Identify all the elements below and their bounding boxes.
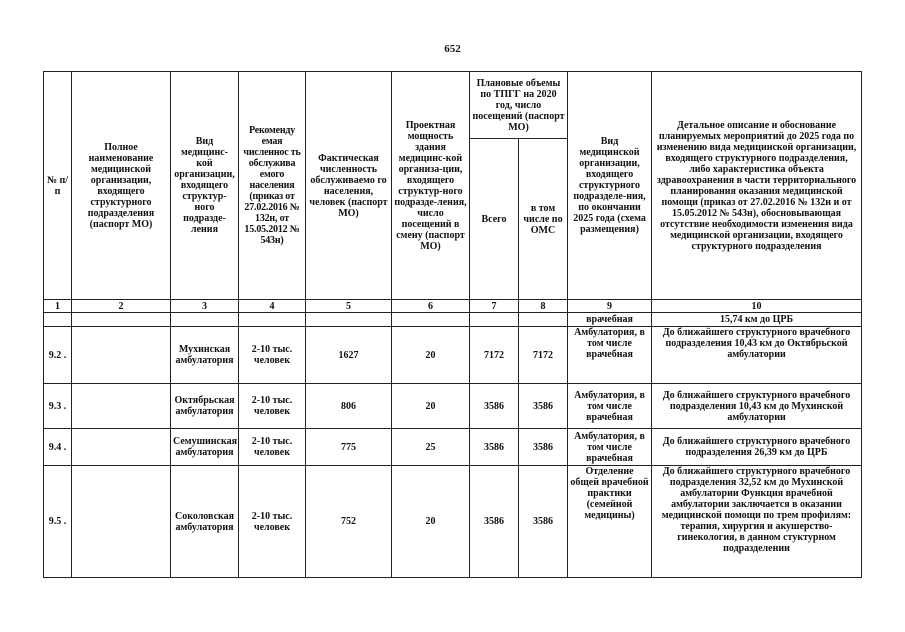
row-oms-visits: 3586: [519, 466, 568, 578]
header-total: Всего: [470, 139, 519, 300]
header-row: [44, 72, 862, 139]
row-total-visits: 3586: [470, 384, 519, 429]
header-actual-population: Фактическая численность обслуживаемо го населения, человек (паспорт МО): [306, 72, 392, 300]
row-design-capacity: 20: [392, 327, 470, 384]
row-type-2025: Амбулатория, в том числе врачебная: [568, 327, 652, 384]
row-description: До ближайшего структурного врачебного подразделения 32,52 км до Мухинской амбулатории Функция врачебной амбулатории заключается в оказании медицинской помощи по трем профилям: терапия, хирургия и акушерство-гинекология, в данном стуктурном подразделении: [652, 466, 862, 578]
header-full-name: Полное наименование медицинской организации, входящего структурного подразделения (паспорт МО): [72, 72, 171, 300]
table-row: [44, 466, 862, 578]
page-number: 652: [444, 43, 461, 55]
column-number: 2: [72, 300, 171, 313]
header-recommended-population: Рекоменду емая численнос ть обслужива емого населения (приказ от 27.02.2016 № 132н, от 15.05.2012 № 543н): [239, 72, 306, 300]
row-number: 9.5 .: [44, 466, 72, 578]
continuation-description: 15,74 км до ЦРБ: [652, 313, 862, 327]
column-number: 8: [519, 300, 568, 313]
row-number: 9.4 .: [44, 429, 72, 466]
row-recommended-population: 2-10 тыс. человек: [239, 466, 306, 578]
table-row: [44, 429, 862, 466]
row-type-2025: Отделение общей врачебной практики (семейной медицины): [568, 466, 652, 578]
row-total-visits: 7172: [470, 327, 519, 384]
header-oms: в том числе по ОМС: [519, 139, 568, 300]
header-org-type: Вид медицинс-кой организации, входящего структур-ного подразде-ления: [171, 72, 239, 300]
row-actual-population: 775: [306, 429, 392, 466]
row-type-2025: Амбулатория, в том числе врачебная: [568, 429, 652, 466]
row-org-type: Соколовская амбулатория: [171, 466, 239, 578]
row-oms-visits: 3586: [519, 429, 568, 466]
row-recommended-population: 2-10 тыс. человек: [239, 327, 306, 384]
row-actual-population: 1627: [306, 327, 392, 384]
header-num: № п/п: [44, 72, 72, 300]
table-row: [44, 384, 862, 429]
row-total-visits: 3586: [470, 429, 519, 466]
row-full-name: [72, 466, 171, 578]
row-org-type: Октябрьская амбулатория: [171, 384, 239, 429]
row-number: 9.2 .: [44, 327, 72, 384]
row-oms-visits: 7172: [519, 327, 568, 384]
continuation-type: врачебная: [568, 313, 652, 327]
row-full-name: [72, 327, 171, 384]
row-total-visits: 3586: [470, 466, 519, 578]
column-number: 9: [568, 300, 652, 313]
header-design-capacity: Проектная мощность здания медицинс-кой организа-ции, входящего структур-ного подразде-ления, число посещений в смену (паспорт МО): [392, 72, 470, 300]
row-description: До ближайшего структурного врачебного подразделения 26,39 км до ЦРБ: [652, 429, 862, 466]
row-design-capacity: 20: [392, 384, 470, 429]
facility-table: [43, 71, 862, 578]
row-description: До ближайшего структурного врачебного подразделения 10,43 км до Октябрьской амбулатории: [652, 327, 862, 384]
row-recommended-population: 2-10 тыс. человек: [239, 429, 306, 466]
continuation-row: [44, 313, 862, 327]
row-number: 9.3 .: [44, 384, 72, 429]
row-description: До ближайшего структурного врачебного подразделения 10,43 км до Мухинской амбулатории: [652, 384, 862, 429]
column-number-row: [44, 300, 862, 313]
column-number: 7: [470, 300, 519, 313]
row-design-capacity: 25: [392, 429, 470, 466]
column-number: 6: [392, 300, 470, 313]
table-row: [44, 327, 862, 384]
header-type-2025: Вид медицинской организации, входящего структурного подразделе-ния, по окончании 2025 года (схема размещения): [568, 72, 652, 300]
column-number: 1: [44, 300, 72, 313]
header-planned-volumes: Плановые объемы по ТПГГ на 2020 год, число посещений (паспорт МО): [470, 72, 568, 139]
column-number: 3: [171, 300, 239, 313]
row-full-name: [72, 429, 171, 466]
row-design-capacity: 20: [392, 466, 470, 578]
row-org-type: Семушинская амбулатория: [171, 429, 239, 466]
column-number: 4: [239, 300, 306, 313]
header-description: Детальное описание и обоснование планируемых мероприятий до 2025 года по изменению вида медицинской организации, входящего структурного подразделения, либо характеристика объекта здравоохранения в части территориального планирования оказания медицинской помощи (приказ от 27.02.2016 № 132н и от 15.05.2012 № 543н), обосновывающая отсутствие необходимости изменения вида медицинской организации, входящего структурного подразделения: [652, 72, 862, 300]
row-actual-population: 806: [306, 384, 392, 429]
row-org-type: Мухинская амбулатория: [171, 327, 239, 384]
row-recommended-population: 2-10 тыс. человек: [239, 384, 306, 429]
row-actual-population: 752: [306, 466, 392, 578]
row-oms-visits: 3586: [519, 384, 568, 429]
column-number: 10: [652, 300, 862, 313]
row-full-name: [72, 384, 171, 429]
row-type-2025: Амбулатория, в том числе врачебная: [568, 384, 652, 429]
column-number: 5: [306, 300, 392, 313]
